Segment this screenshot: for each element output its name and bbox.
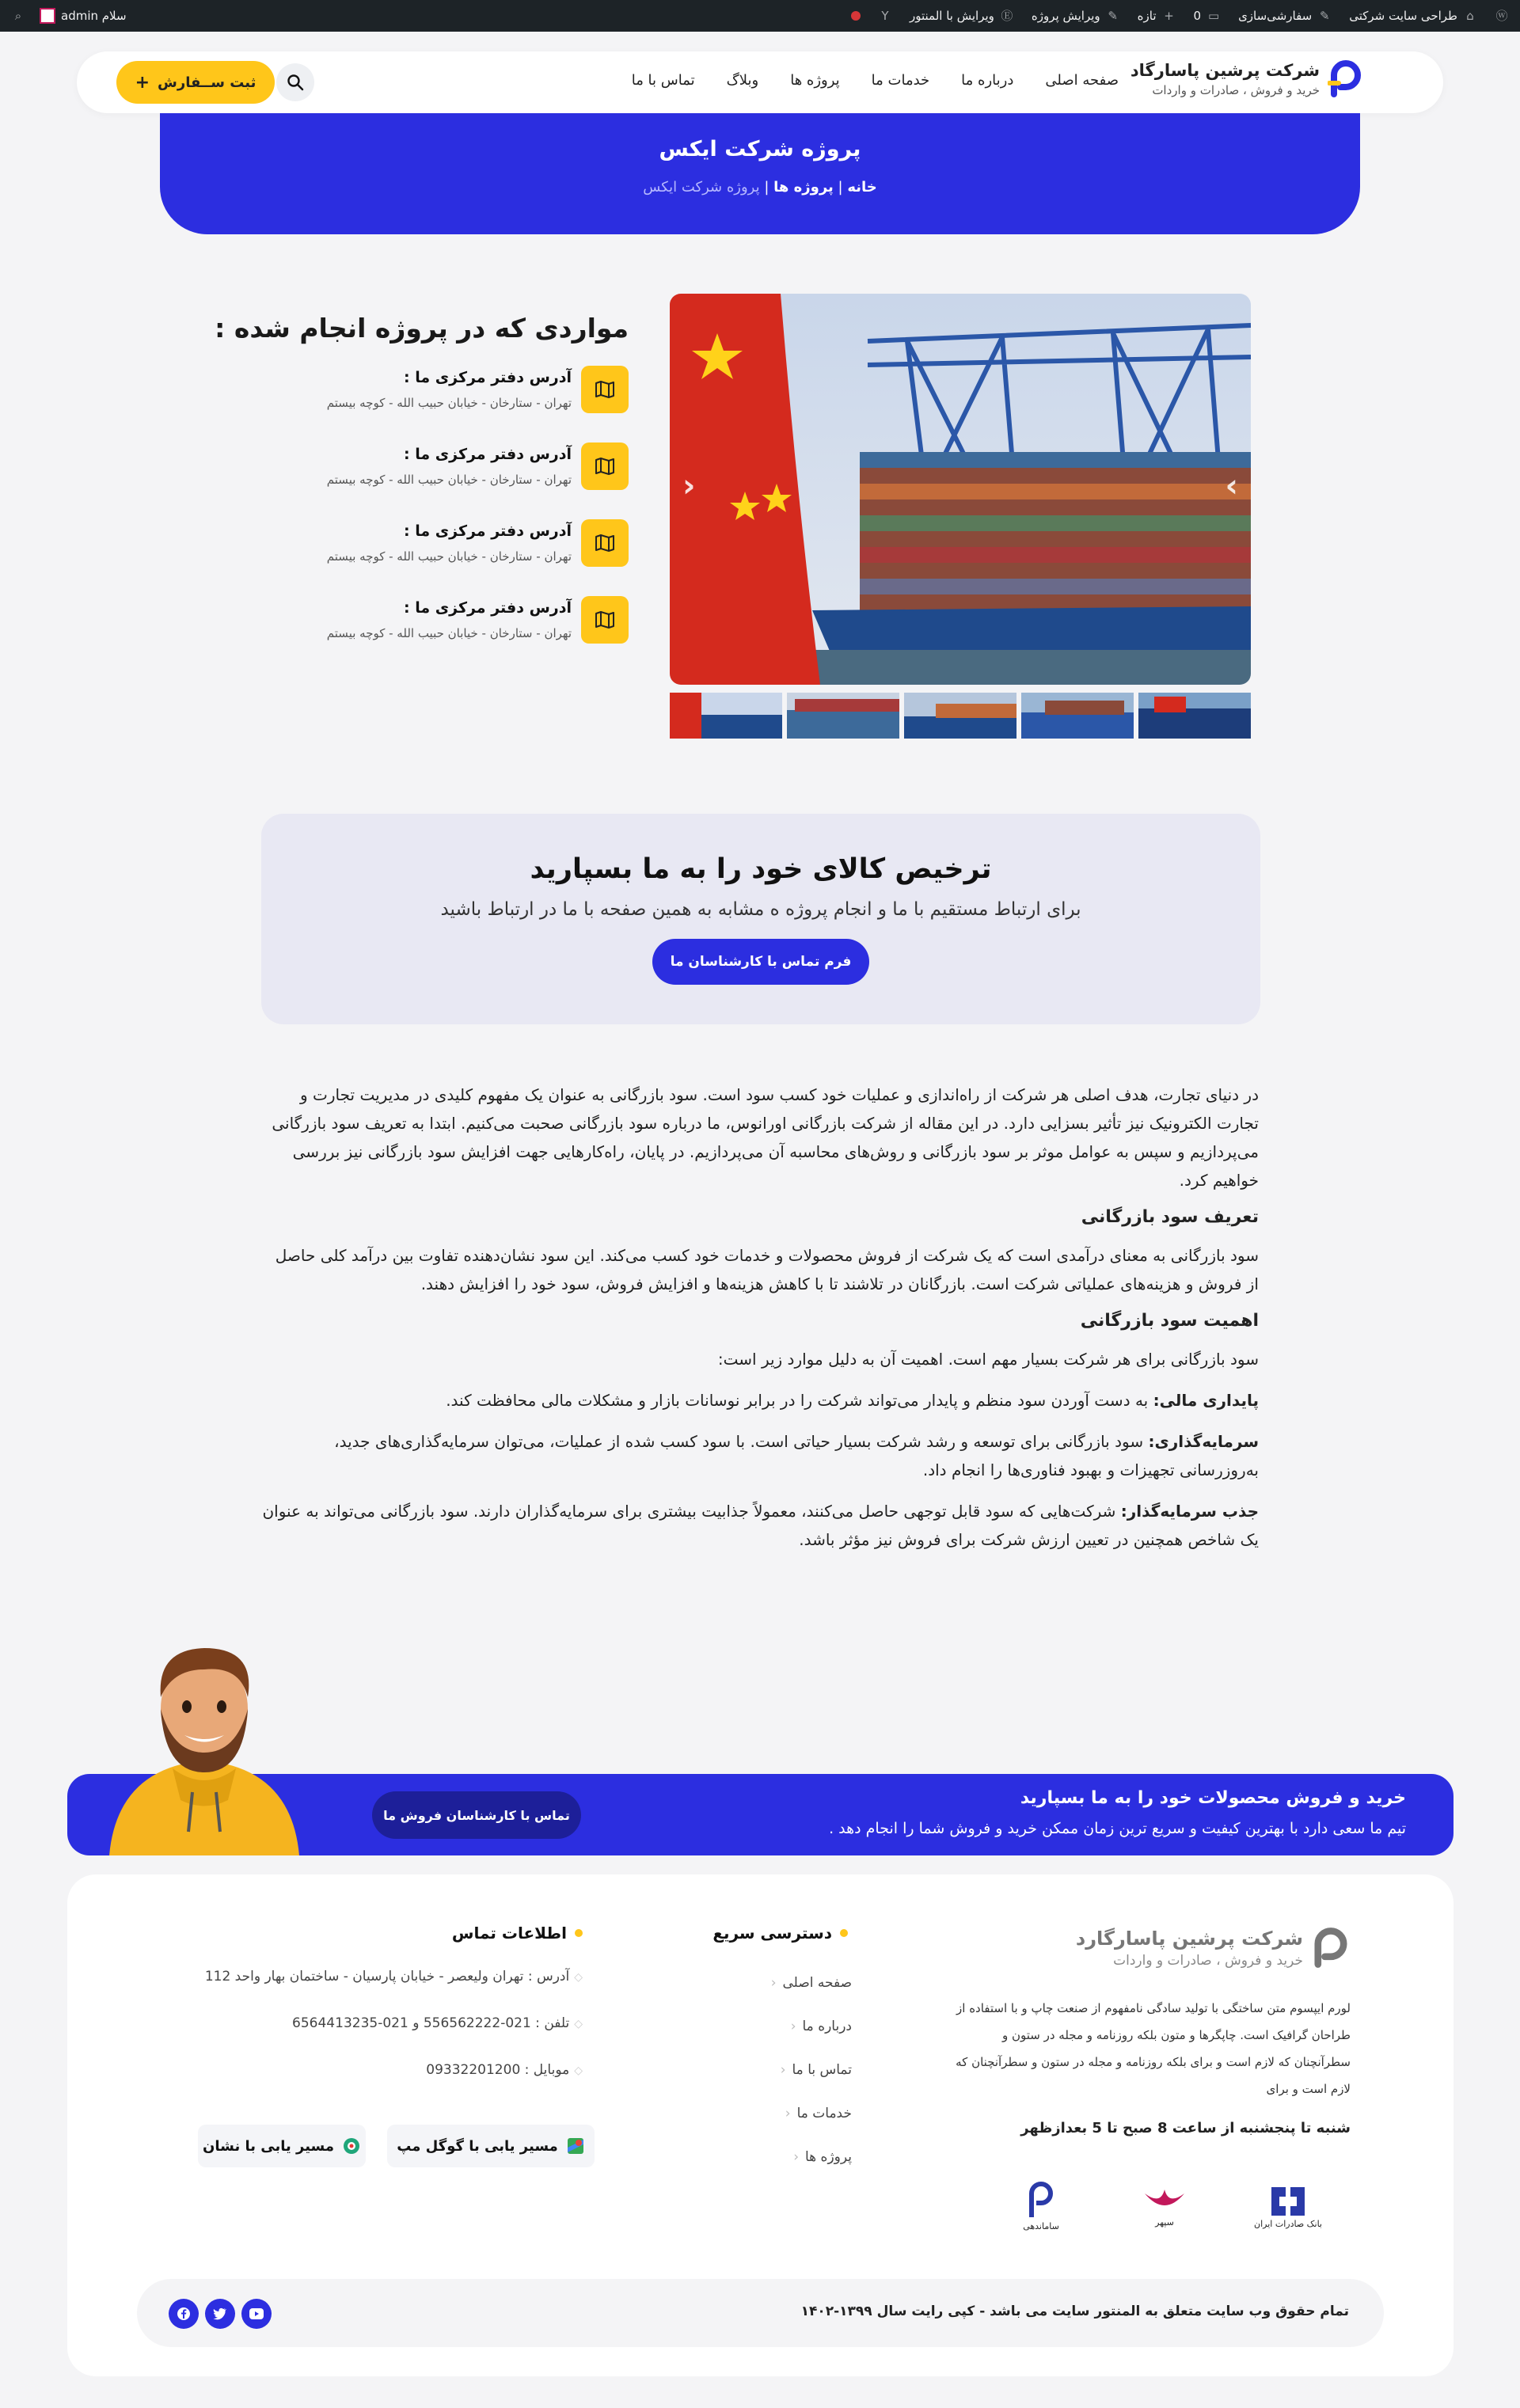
admin-bar-new[interactable]: + تازه — [1138, 9, 1176, 23]
footer-link-projects[interactable]: پروژه ها ‹ — [771, 2136, 852, 2179]
thumbnail[interactable] — [670, 693, 782, 739]
article-bullet: جذب سرمایه‌گذار: شرکت‌هایی که سود قابل توجهی حاصل می‌کنند، معمولاً جذابیت بیشتری برای سرمایه‌گذاران دارند. سود بازرگانی می‌تواند به عنوان یک شاخص همچنین در تعیین ارزش شرکت برای فروش نیز مؤثر باشد. — [262, 1502, 1259, 1549]
footer-link-contact[interactable]: تماس با ما ‹ — [771, 2049, 852, 2092]
footer-hours: شنبه تا پنجشنبه از ساعت 8 صبح تا 5 بعدازظهر — [1020, 2120, 1351, 2136]
status-dot — [851, 11, 861, 21]
article-heading: تعریف سود بازرگانی — [1081, 1207, 1259, 1227]
footer-link-about[interactable]: درباره ما ‹ — [771, 2005, 852, 2049]
character-illustration — [93, 1634, 315, 1855]
comment-icon: ▭ — [1207, 9, 1220, 23]
youtube-icon[interactable] — [241, 2299, 272, 2329]
page-hero — [160, 113, 1360, 234]
main-nav — [632, 72, 1119, 89]
clearance-cta — [261, 814, 1260, 1024]
cargo-ship-image — [670, 294, 1251, 685]
breadcrumb-current: پروژه شرکت ایکس — [643, 179, 760, 196]
thumbnail[interactable] — [1021, 693, 1134, 739]
trust-badges — [994, 2164, 1335, 2248]
admin-bar-elementor[interactable]: Ⓔ ویرایش با المنتور — [910, 9, 1013, 23]
breadcrumb-home[interactable]: خانه — [847, 179, 877, 196]
site-logo[interactable] — [1130, 59, 1364, 99]
elementor-icon: Ⓔ — [1001, 9, 1013, 23]
thumbnail[interactable] — [1138, 693, 1251, 739]
google-maps-route-button[interactable]: مسیر یابی با گوگل مپ — [387, 2125, 595, 2167]
order-button[interactable]: ثبت ســفارش + — [116, 61, 275, 104]
footer-link-home[interactable]: صفحه اصلی ‹ — [771, 1962, 852, 2005]
cta-subtitle: برای ارتباط مستقیم با ما و انجام پروژه ه مشابه به همین صفحه با ما در ارتباط باشید — [440, 899, 1081, 920]
brush-icon: ✎ — [1319, 9, 1330, 23]
done-item: آدرس دفتر مرکزی ما : تهران - ستارخان - خیابان حبیب الله - کوچه بیستم — [280, 442, 629, 498]
bullet-dot-icon — [575, 1929, 583, 1937]
admin-bar-account[interactable]: سلام admin — [40, 8, 127, 24]
site-footer — [67, 1874, 1454, 2376]
map-icon — [581, 442, 629, 490]
plus-icon: + — [135, 72, 150, 93]
nav-blog[interactable]: وبلاگ — [726, 72, 759, 89]
nav-about[interactable]: درباره ما — [961, 72, 1014, 89]
sales-contact-button[interactable]: تماس با کارشناسان فروش ما — [372, 1791, 581, 1839]
article-content — [260, 1081, 1259, 1567]
home-icon: ⌂ — [1466, 9, 1474, 23]
done-item: آدرس دفتر مرکزی ما : تهران - ستارخان - خیابان حبیب الله - کوچه بیستم — [280, 366, 629, 421]
twitter-icon[interactable] — [205, 2299, 235, 2329]
page-title: پروژه شرکت ایکس — [659, 137, 861, 161]
admin-bar — [0, 0, 1520, 32]
plus-icon: + — [1164, 9, 1174, 23]
bullet-dot-icon — [840, 1929, 848, 1937]
pencil-icon: ✎ — [1108, 9, 1118, 23]
nav-services[interactable]: خدمات ما — [871, 72, 930, 89]
neshan-icon — [342, 2136, 361, 2155]
nav-home[interactable]: صفحه اصلی — [1045, 72, 1119, 89]
footer-link-services[interactable]: خدمات ما ‹ — [771, 2092, 852, 2136]
facebook-icon[interactable] — [169, 2299, 199, 2329]
avatar — [40, 8, 55, 24]
logo-title: شرکت پرشین پاسارگاد — [1130, 61, 1320, 80]
sepehr-badge[interactable]: سپهر — [1118, 2164, 1211, 2248]
breadcrumb: خانه | پروژه ها | پروژه شرکت ایکس — [643, 179, 877, 196]
cta-title: ترخیص کالای خود را به ما بسپارید — [530, 853, 992, 885]
yoast-icon[interactable]: Y — [881, 9, 889, 23]
admin-bar-customize[interactable]: ✎ سفارشی‌سازی — [1238, 9, 1332, 23]
map-icon — [581, 519, 629, 567]
location-icon: ◇ — [574, 1971, 583, 1984]
search-button[interactable] — [276, 63, 314, 101]
contact-form-button[interactable]: فرم تماس با کارشناسان ما — [652, 939, 869, 985]
footer-about: لورم ایپسوم متن ساختگی با تولید سادگی نامفهوم از صنعت چاپ و با استفاده از طراحان گرافیک است. چاپگرها و متون بلکه روزنامه و مجله در ستون و سطرآنچنان که لازم است و برای بلکه روزنامه و مجله در ستون و سطرآنچنان که لازم است و برای — [956, 2001, 1351, 2096]
copyright-text: تمام حقوق وب سایت متعلق به المنتور سایت می باشد - کپی رایت سال ۱۳۹۹-۱۴۰۲ — [800, 2304, 1349, 2319]
phone-icon: ◇ — [574, 2018, 583, 2030]
contact-info — [205, 1954, 583, 2094]
map-icon — [581, 596, 629, 644]
done-items-title: مواردی که در پروژه انجام شده : — [215, 313, 629, 344]
nav-projects[interactable]: پروژه ها — [790, 72, 840, 89]
footer-mobile[interactable]: ◇موبایل : 09332201200 — [426, 2062, 583, 2078]
footer-phone[interactable]: ◇تلفن : 021-556562222 و 021-6564413235 — [292, 2015, 583, 2031]
footer-logo[interactable]: شرکت پرشین پاسارگارد خرید و فروش ، صادرات و واردات — [1076, 1927, 1351, 1969]
article-heading: اهمیت سود بازرگانی — [1080, 1311, 1259, 1331]
done-item: آدرس دفتر مرکزی ما : تهران - ستارخان - خیابان حبیب الله - کوچه بیستم — [280, 596, 629, 651]
thumbnail[interactable] — [904, 693, 1016, 739]
mobile-icon: ◇ — [574, 2064, 583, 2077]
admin-bar-edit[interactable]: ✎ ویرایش پروژه — [1032, 9, 1120, 23]
sales-title: خرید و فروش محصولات خود را به ما بسپارید — [1020, 1788, 1406, 1808]
social-links — [169, 2299, 272, 2329]
map-icon — [581, 366, 629, 413]
logo-mark-icon — [1328, 59, 1364, 99]
article-paragraph: سود بازرگانی به معنای درآمدی است که یک شرکت از فروش محصولات و خدمات خود کسب می‌کند. این سود نشان‌دهنده تفاوت بین درآمد کلی حاصل از فروش و هزینه‌های عملیاتی شرکت است. بازرگانان در تلاشند تا با کاهش هزینه‌ها و افزایش فروش، سود خود را افزایش دهند. — [275, 1246, 1259, 1293]
admin-bar-site[interactable]: ⌂ طراحی سایت شرکتی — [1349, 9, 1477, 23]
quick-links-title: دسترسی سریع — [712, 1924, 848, 1943]
wp-logo-icon[interactable]: ⓦ — [1495, 9, 1508, 23]
nav-contact[interactable]: تماس با ما — [631, 72, 695, 89]
slider-next-icon[interactable]: › — [1225, 468, 1238, 504]
copyright-bar — [137, 2279, 1384, 2347]
google-maps-icon — [566, 2136, 585, 2155]
quick-links — [771, 1962, 852, 2179]
article-paragraph: سود بازرگانی برای هر شرکت بسیار مهم است. اهمیت آن به دلیل موارد زیر است: — [717, 1350, 1259, 1369]
neshan-route-button[interactable]: مسیر یابی با نشان — [198, 2125, 366, 2167]
thumbnail[interactable] — [787, 693, 899, 739]
bank-saderat-badge[interactable]: بانک صادرات ایران — [1241, 2164, 1335, 2248]
footer-address: ◇آدرس : تهران ولیعصر - خیابان پارسیان - ساختمان بهار واحد 112 — [204, 1969, 583, 1985]
slider-thumbnails — [670, 693, 1251, 739]
logo-mark-icon — [1311, 1927, 1351, 1969]
contact-info-title: اطلاعات تماس — [452, 1924, 583, 1943]
admin-search-icon[interactable]: ⌕ — [14, 9, 22, 23]
admin-bar-comments[interactable]: ▭ 0 — [1193, 9, 1220, 23]
logo-subtitle: خرید و فروش ، صادرات و واردات — [1152, 83, 1320, 97]
breadcrumb-projects[interactable]: پروژه ها — [773, 179, 834, 196]
done-item: آدرس دفتر مرکزی ما : تهران - ستارخان - خیابان حبیب الله - کوچه بیستم — [280, 519, 629, 575]
site-header — [77, 51, 1443, 113]
article-bullet: سرمایه‌گذاری: سود بازرگانی برای توسعه و رشد شرکت بسیار حیاتی است. با سود کسب شده از عملیات، می‌توان سرمایه‌گذاری‌های جدید، به‌روزرسانی تجهیزات و بهبود فناوری‌ها را انجام داد. — [334, 1432, 1259, 1479]
samandehi-badge[interactable]: ساماندهی — [994, 2164, 1088, 2248]
article-intro: در دنیای تجارت، هدف اصلی هر شرکت از راه‌اندازی و عملیات خود کسب سود است. سود بازرگانی به عنوان یک مفهوم کلیدی در مدیریت تجارت و تجارت الکترونیک نیز تأثیر بسزایی دارد. در این مقاله از شرکت بازرگانی اورانوس، ما درباره سود بازرگانی صحبت می‌کنیم. ابتدا به تعریف سود بازرگانی می‌پردازیم و سپس به عوامل موثر بر سود بازرگانی و روش‌های محاسبه آن می‌پردازیم. در پایان، راه‌کارهایی جهت افزایش سود بازرگانی نیز بررسی خواهیم کرد. — [272, 1085, 1259, 1190]
sales-subtitle: تیم ما سعی دارد با بهترین کیفیت و سریع ترین زمان ممکن خرید و فروش شما را انجام دهد . — [829, 1820, 1406, 1837]
article-bullet: پایداری مالی: به دست آوردن سود منظم و پایدار می‌تواند شرکت را در برابر نوسانات بازار و مشکلات مالی محافظت کند. — [446, 1391, 1259, 1410]
slider-prev-icon[interactable]: ‹ — [682, 468, 696, 504]
search-icon — [287, 74, 304, 91]
project-image-slider[interactable] — [670, 294, 1251, 685]
